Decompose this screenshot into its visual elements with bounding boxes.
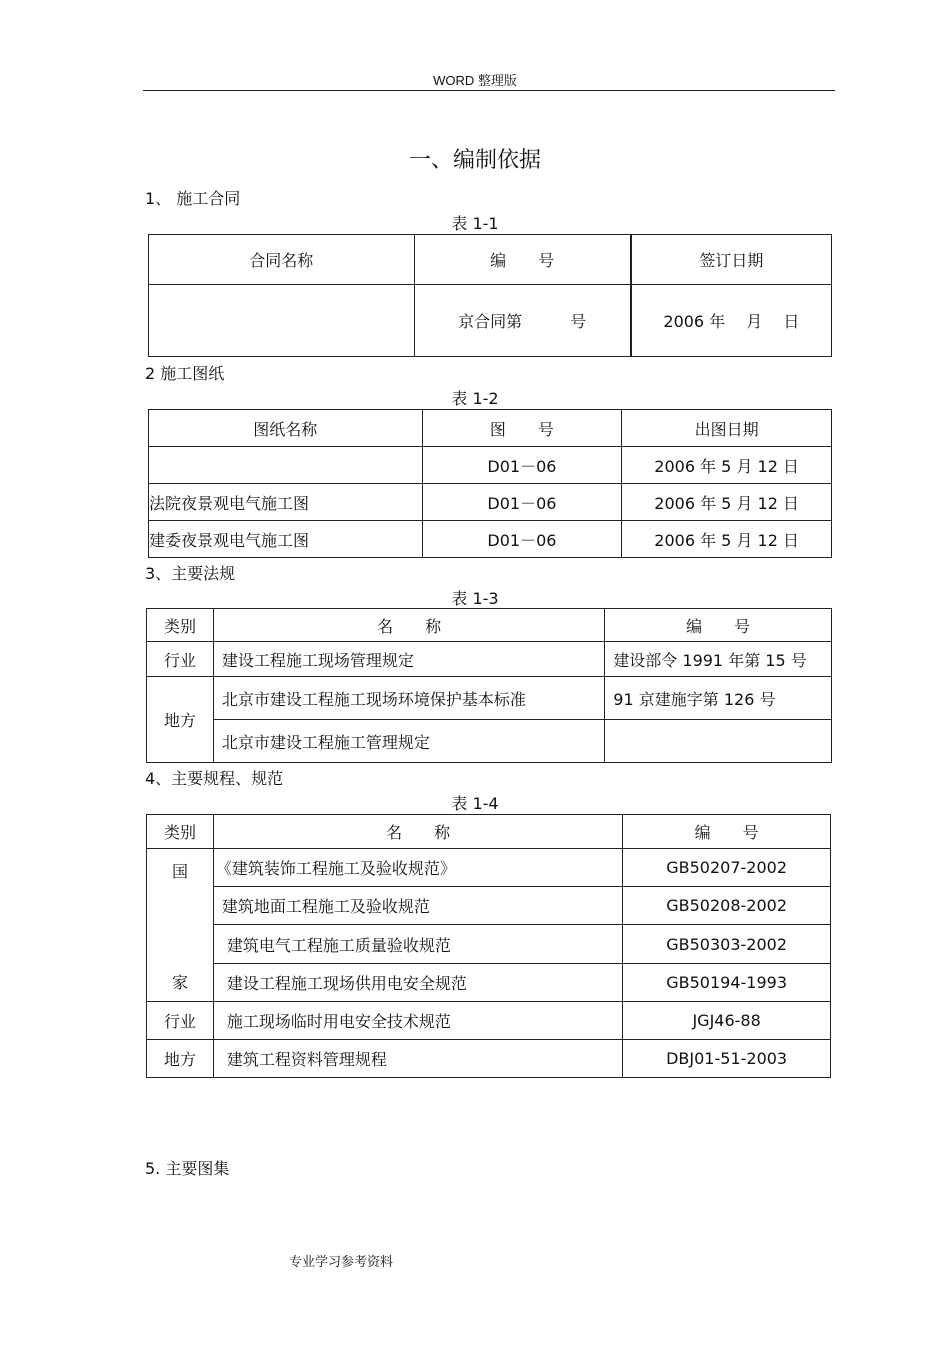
table4-caption: 表 1-4 <box>451 794 499 813</box>
standard-code-cell: GB50207-2002 <box>623 849 831 887</box>
drawing-date-cell: 2006 年 5 月 12 日 <box>622 447 832 484</box>
table-row <box>147 849 831 887</box>
category-cell-national <box>147 849 214 1002</box>
header-cell: 名 称 <box>213 815 622 849</box>
table-row <box>149 521 832 558</box>
header-cell: 类别 <box>147 609 214 642</box>
table-header-row <box>147 815 831 849</box>
category-cell: 行业 <box>147 642 214 677</box>
table2-caption: 表 1-2 <box>451 389 499 408</box>
standard-name-cell: 建筑电气工程施工质量验收规范 <box>213 925 622 964</box>
standards-table <box>146 814 831 1078</box>
table-row <box>147 925 831 964</box>
contract-number-cell: 京合同第 号 <box>414 285 631 357</box>
header-cell: 名 称 <box>213 609 604 642</box>
regulations-table <box>146 608 832 763</box>
standard-code-cell: DBJ01-51-2003 <box>623 1040 831 1078</box>
table-row <box>147 720 832 763</box>
table1-caption: 表 1-1 <box>451 214 499 233</box>
standard-name-cell: 施工现场临时用电安全技术规范 <box>213 1002 622 1040</box>
regulation-name-cell: 建设工程施工现场管理规定 <box>213 642 604 677</box>
table-row <box>149 484 832 521</box>
category-cell: 地方 <box>147 677 214 763</box>
header-cell: 编 号 <box>414 235 631 285</box>
contract-table <box>148 234 832 357</box>
regulation-code-cell <box>605 720 832 763</box>
drawing-date-cell: 2006 年 5 月 12 日 <box>622 484 832 521</box>
drawing-name-cell: 建委夜景观电气施工图 <box>149 521 423 558</box>
section-regulations-heading: 3、主要法规 <box>145 564 236 583</box>
category-cell: 地方 <box>147 1040 214 1078</box>
header-cell: 图纸名称 <box>149 410 423 447</box>
drawing-date-cell: 2006 年 5 月 12 日 <box>622 521 832 558</box>
section-atlas-heading: 5. 主要图集 <box>145 1159 230 1178</box>
standard-code-cell: GB50194-1993 <box>623 964 831 1002</box>
table-row <box>149 447 832 484</box>
category-national-bottom: 家 <box>171 973 188 992</box>
header-cell: 签订日期 <box>631 235 832 285</box>
regulation-code-cell: 建设部令 1991 年第 15 号 <box>605 642 832 677</box>
drawing-name-cell: 法院夜景观电气施工图 <box>149 484 423 521</box>
table-header-row <box>149 410 832 447</box>
table-row <box>147 1040 831 1078</box>
drawing-number-cell: D01－06 <box>422 521 622 558</box>
header-cell: 出图日期 <box>622 410 832 447</box>
regulation-code-cell: 91 京建施字第 126 号 <box>605 677 832 720</box>
standard-name-cell: 建筑工程资料管理规程 <box>213 1040 622 1078</box>
standard-name-cell: 《建筑装饰工程施工及验收规范》 <box>213 849 622 887</box>
standard-code-cell: GB50303-2002 <box>623 925 831 964</box>
table-row <box>147 642 832 677</box>
category-cell: 行业 <box>147 1002 214 1040</box>
contract-date-cell: 2006 年 月 日 <box>631 285 832 357</box>
page-header: WORD 整理版 <box>433 73 517 88</box>
table-row <box>147 677 832 720</box>
drawing-name-cell <box>149 447 423 484</box>
table-header-row <box>147 609 832 642</box>
table3-caption: 表 1-3 <box>451 589 499 608</box>
standard-name-cell: 建筑地面工程施工及验收规范 <box>213 887 622 925</box>
table-row <box>147 1002 831 1040</box>
table-row <box>149 285 832 357</box>
table-row <box>147 887 831 925</box>
drawing-number-cell: D01－06 <box>422 484 622 521</box>
header-cell: 类别 <box>147 815 214 849</box>
drawing-number-cell: D01－06 <box>422 447 622 484</box>
document-title: 一、编制依据 <box>408 148 541 173</box>
header-cell: 合同名称 <box>149 235 415 285</box>
table-header-row <box>149 235 832 285</box>
section-drawings-heading: 2 施工图纸 <box>145 364 225 383</box>
contract-name-cell <box>149 285 415 357</box>
standard-name-cell: 建设工程施工现场供用电安全规范 <box>213 964 622 1002</box>
section-contract-heading: 1、 施工合同 <box>145 189 241 208</box>
header-cell: 图 号 <box>422 410 622 447</box>
table-row <box>147 964 831 1002</box>
regulation-name-cell: 北京市建设工程施工管理规定 <box>213 720 604 763</box>
page-footer: 专业学习参考资料 <box>289 1255 394 1270</box>
standard-code-cell: JGJ46-88 <box>623 1002 831 1040</box>
header-cell: 编 号 <box>623 815 831 849</box>
regulation-name-cell: 北京市建设工程施工现场环境保护基本标准 <box>213 677 604 720</box>
category-national-top: 国 <box>171 862 188 881</box>
section-standards-heading: 4、主要规程、规范 <box>145 769 284 788</box>
header-cell: 编 号 <box>605 609 832 642</box>
drawings-table <box>148 409 832 558</box>
standard-code-cell: GB50208-2002 <box>623 887 831 925</box>
header-divider <box>143 90 835 91</box>
